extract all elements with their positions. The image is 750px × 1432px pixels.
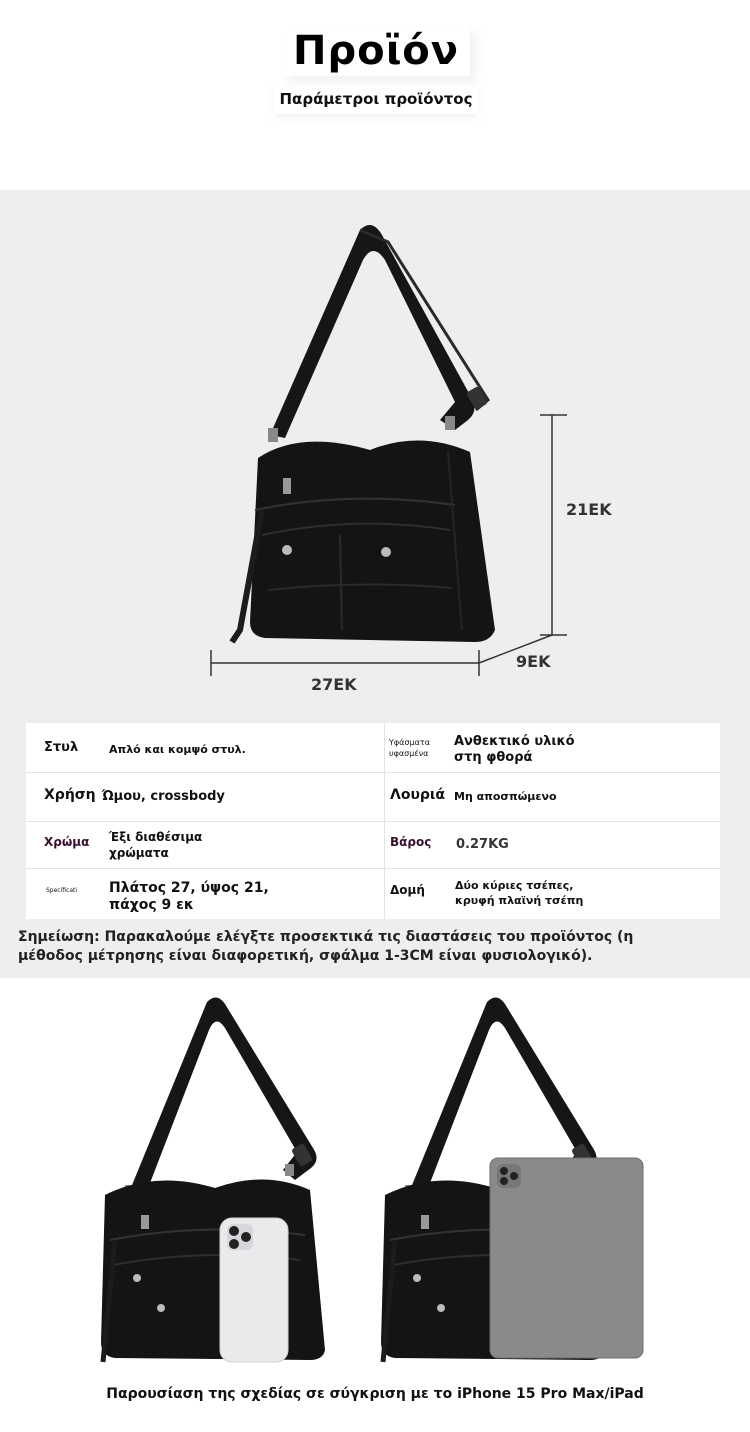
tablet-comparison-image bbox=[375, 990, 655, 1380]
height-dimension-label: 21ΕΚ bbox=[566, 500, 612, 519]
strap-label: Λουριά bbox=[390, 787, 446, 803]
measurement-note bbox=[18, 928, 730, 966]
spec-value-line1: Πλάτος 27, ύψος 21, bbox=[109, 880, 269, 896]
page-title: Προϊόν bbox=[293, 28, 459, 74]
spec-value-line2: πάχος 9 εκ bbox=[109, 897, 194, 913]
structure-label: Δομή bbox=[390, 883, 425, 897]
subtitle-box bbox=[274, 84, 478, 114]
comparison-caption: Παρουσίαση της σχεδίας σε σύγκριση με το iPhone 15 Pro Max/iPad bbox=[106, 1386, 644, 1402]
style-value: Απλό και κομψό στυλ. bbox=[109, 743, 246, 756]
usage-label: Χρήση bbox=[44, 787, 96, 803]
page-subtitle: Παράμετροι προϊόντος bbox=[279, 90, 473, 108]
spec-table bbox=[26, 723, 720, 919]
strap-value: Μη αποσπώμενο bbox=[454, 790, 557, 803]
header bbox=[0, 0, 750, 190]
fabric-value-line1: Ανθεκτικό υλικό bbox=[454, 734, 575, 749]
note-line1: Σημείωση: Παρακαλούμε ελέγξτε προσεκτικά τις διαστάσεις του προϊόντος (η bbox=[18, 929, 634, 945]
phone-comparison-image bbox=[95, 990, 335, 1380]
fabric-label-line1: Υφάσματα bbox=[389, 738, 430, 747]
color-value-line1: Έξι διαθέσιμα bbox=[109, 830, 203, 844]
fabric-value-line2: στη φθορά bbox=[454, 750, 533, 765]
bag-body bbox=[250, 440, 495, 642]
width-dimension-label: 27ΕΚ bbox=[311, 675, 357, 694]
spec-label: Specificati bbox=[46, 887, 78, 894]
style-label: Στυλ bbox=[44, 740, 79, 755]
title-box bbox=[282, 26, 470, 76]
color-value-line2: χρώματα bbox=[109, 846, 169, 860]
usage-value: Ώμου, crossbody bbox=[102, 789, 225, 804]
fabric-label-line2: υφασμένα bbox=[389, 749, 429, 758]
weight-value: 0.27KG bbox=[456, 837, 509, 852]
structure-value-line1: Δύο κύριες τσέπες, bbox=[455, 879, 574, 892]
color-label: Χρώμα bbox=[44, 835, 90, 849]
note-line2: μέθοδος μέτρησης είναι διαφορετική, σφάλμα 1-3CM είναι φυσιολογικό). bbox=[18, 948, 593, 964]
spec-divider bbox=[384, 723, 385, 919]
structure-value-line2: κρυφή πλαϊνή τσέπη bbox=[455, 894, 584, 907]
weight-label: Βάρος bbox=[390, 835, 432, 849]
depth-dimension-label: 9ΕΚ bbox=[516, 652, 551, 671]
product-bag-image bbox=[0, 190, 750, 710]
